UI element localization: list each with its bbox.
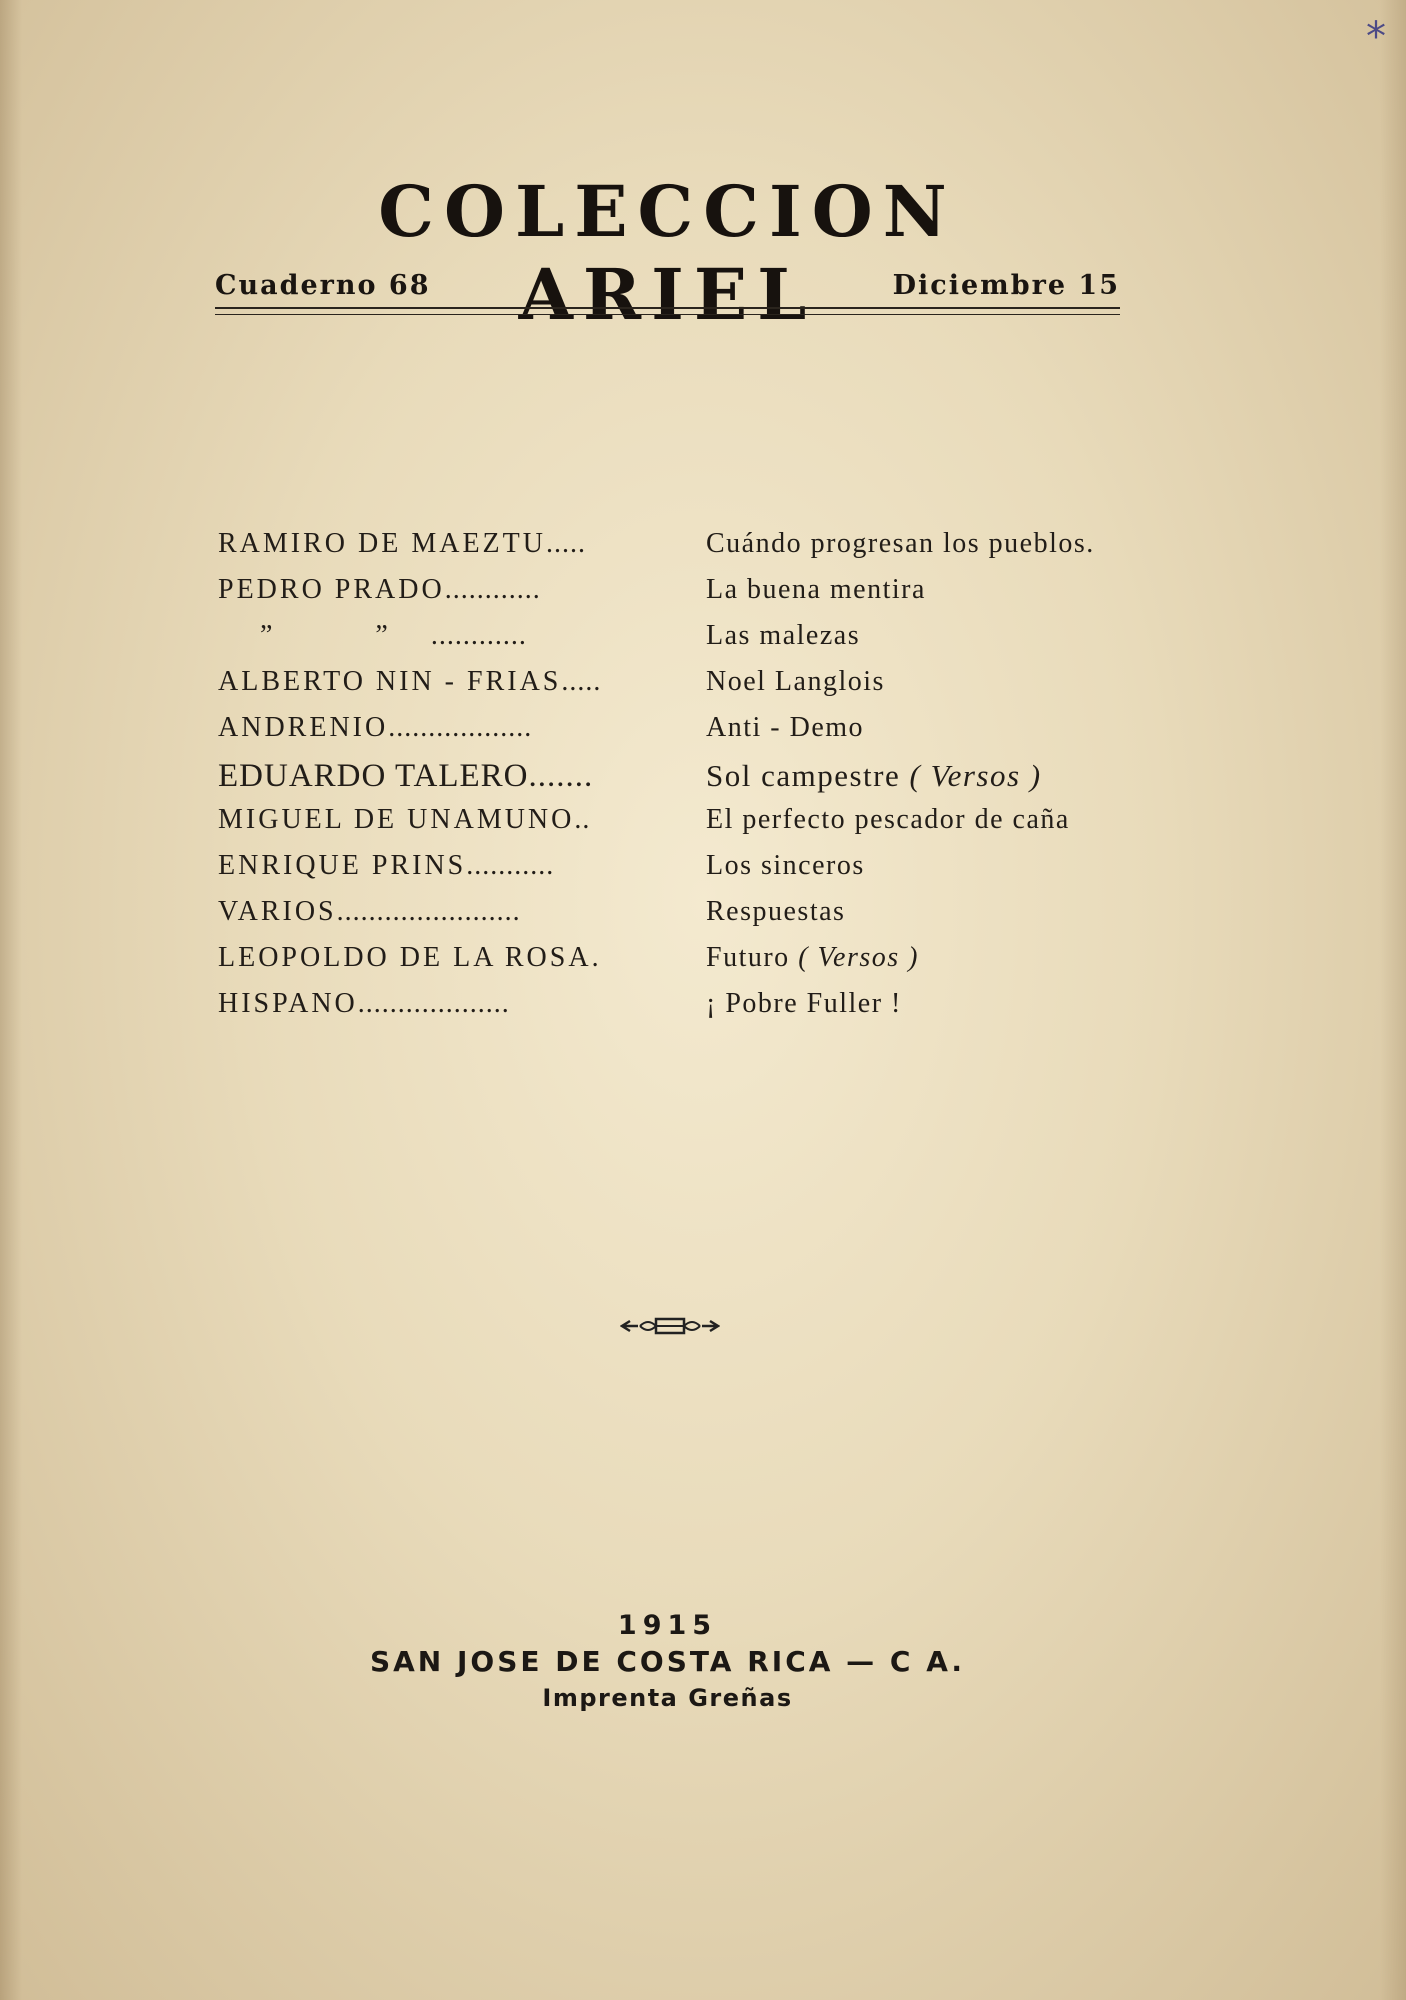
toc-author: VARIOS....................... xyxy=(218,896,521,927)
toc-title: Las malezas xyxy=(706,620,861,651)
asterisk-mark: * xyxy=(1366,14,1386,60)
toc-entry xyxy=(218,620,1138,666)
toc-author: ANDRENIO.................. xyxy=(218,712,533,743)
toc-title: El perfecto pescador de caña xyxy=(706,804,1070,835)
toc-author: ALBERTO NIN - FRIAS..... xyxy=(218,666,602,697)
toc-title: ¡ Pobre Fuller ! xyxy=(706,988,902,1019)
toc-author: MIGUEL DE UNAMUNO.. xyxy=(218,804,591,835)
header-rule-thick xyxy=(215,307,1120,309)
toc-title: La buena mentira xyxy=(706,574,926,605)
table-of-contents xyxy=(218,528,1138,1034)
printer-name: Imprenta Greñas xyxy=(542,1684,793,1712)
toc-entry xyxy=(218,758,1138,804)
toc-entry xyxy=(218,712,1138,758)
publication-year: 1915 xyxy=(617,1610,718,1641)
masthead-info xyxy=(215,270,1120,301)
toc-entry xyxy=(218,666,1138,712)
header-rule-thin xyxy=(215,314,1120,315)
toc-entry xyxy=(218,528,1138,574)
toc-author: PEDRO PRADO............ xyxy=(218,574,541,605)
toc-author: ENRIQUE PRINS........... xyxy=(218,850,555,881)
collection-title: COLECCION ARIEL xyxy=(378,170,957,336)
toc-title: Futuro ( Versos ) xyxy=(706,942,919,973)
toc-entry xyxy=(218,804,1138,850)
imprint-block xyxy=(215,1610,1120,1712)
toc-entry xyxy=(218,850,1138,896)
toc-author: ” ” ............ xyxy=(260,620,527,651)
issue-number: Cuaderno 68 xyxy=(215,270,431,301)
toc-author: LEOPOLDO DE LA ROSA. xyxy=(218,942,600,973)
toc-title: Anti - Demo xyxy=(706,712,865,743)
toc-author: RAMIRO DE MAEZTU..... xyxy=(218,528,586,559)
toc-author: EDUARDO TALERO....... xyxy=(218,758,594,794)
toc-title: Noel Langlois xyxy=(706,666,885,697)
publication-place: SAN JOSE DE COSTA RICA — C A. xyxy=(369,1645,966,1678)
toc-entry xyxy=(218,896,1138,942)
toc-title: Los sinceros xyxy=(706,850,865,881)
toc-entry xyxy=(218,942,1138,988)
toc-entry xyxy=(218,988,1138,1034)
toc-title: Sol campestre ( Versos ) xyxy=(706,758,1042,793)
toc-title: Cuándo progresan los pueblos. xyxy=(706,528,1095,559)
ornament-divider-icon xyxy=(620,1314,720,1338)
toc-title: Respuestas xyxy=(706,896,846,927)
toc-author: HISPANO................... xyxy=(218,988,510,1019)
issue-date: Diciembre 15 xyxy=(892,270,1120,301)
toc-entry xyxy=(218,574,1138,620)
